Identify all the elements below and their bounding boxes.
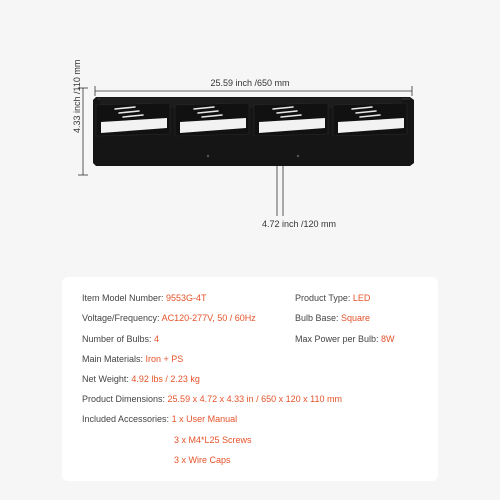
- spec-materials: Main Materials: Iron + PS: [82, 354, 184, 364]
- spec-dimensions: Product Dimensions: 25.59 x 4.72 x 4.33 in / 650 x 120 x 110 mm: [82, 394, 342, 404]
- accessory-screws: 3 x M4*L25 Screws: [174, 435, 252, 445]
- spec-bulb-base: Bulb Base: Square: [295, 313, 371, 323]
- height-dimension-label: 4.33 inch /110 mm: [72, 59, 82, 133]
- spec-voltage: Voltage/Frequency: AC120-277V, 50 / 60Hz: [82, 313, 256, 323]
- bulb-2: [175, 103, 249, 136]
- spec-model: Item Model Number: 9553G-4T: [82, 293, 207, 303]
- spec-max-power: Max Power per Bulb: 8W: [295, 334, 395, 344]
- spec-product-type: Product Type: LED: [295, 293, 371, 303]
- spec-weight: Net Weight: 4.92 lbs / 2.23 kg: [82, 374, 200, 384]
- depth-dimension-label: 4.72 inch /120 mm: [262, 219, 337, 229]
- spec-bulbs: Number of Bulbs: 4: [82, 334, 160, 344]
- spec-card: [62, 277, 438, 481]
- width-dimension-label: 25.59 inch /650 mm: [210, 78, 290, 88]
- spec-accessories: Included Accessories: 1 x User Manual: [82, 414, 238, 424]
- bulb-3: [254, 103, 328, 136]
- bulb-1: [96, 103, 170, 136]
- bulb-4: [333, 103, 407, 136]
- accessory-wire-caps: 3 x Wire Caps: [174, 455, 231, 465]
